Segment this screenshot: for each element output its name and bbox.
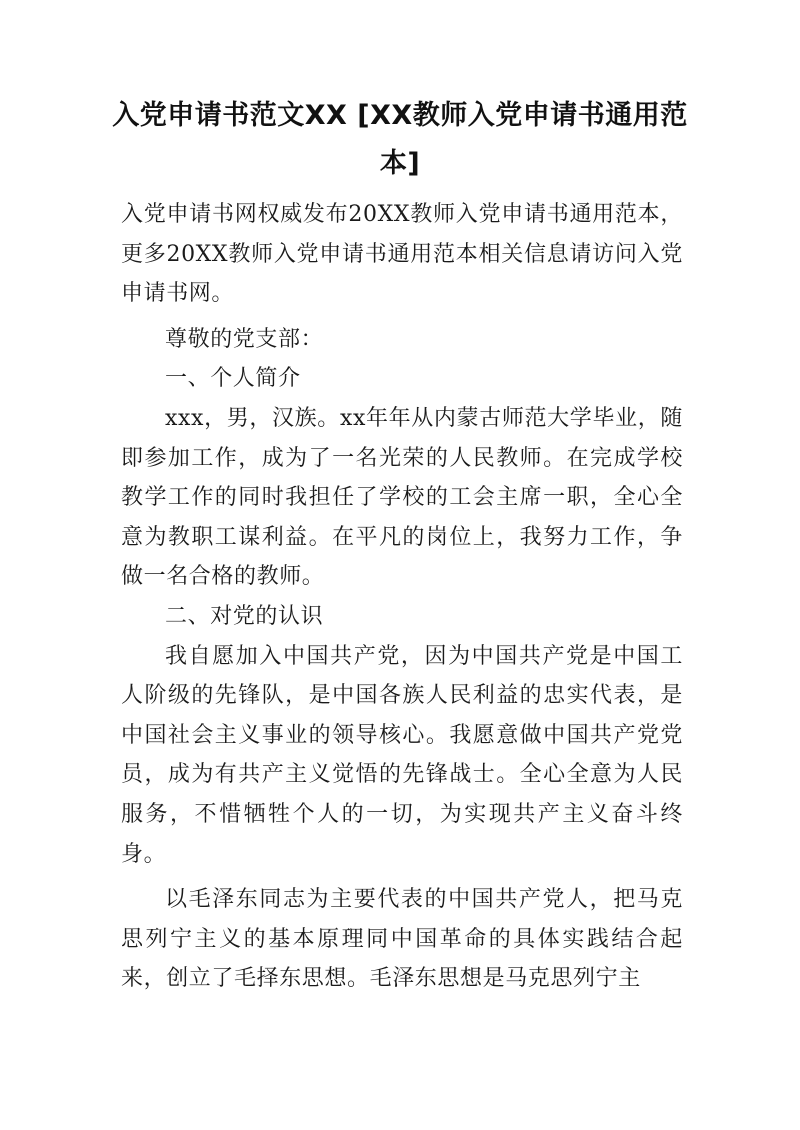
intro-paragraph: 入党申请书网权威发布20XX教师入党申请书通用范本，更多20XX教师入党申请书通用范本相关信息请访问入党申请书网。: [121, 202, 683, 307]
mao-thought-paragraph: 以毛泽东同志为主要代表的中国共产党人，把马克思列宁主义的基本原理同中国革命的具体实践结合起来，创立了毛择东思想。毛泽东思想是马克思列宁主: [121, 887, 683, 992]
section-heading-understanding: 二、对党的认识: [165, 603, 324, 629]
document-title: 入党申请书范文XX [XX教师入党申请书通用范本]: [112, 100, 688, 179]
section-heading-intro: 一、个人简介: [165, 366, 301, 392]
personal-intro-paragraph: xxx，男，汉族。xx年年从内蒙古师范大学毕业，随即参加工作，成为了一名光荣的人民教师。在完成学校教学工作的同时我担任了学校的工会主席一职，全心全意为教职工谋利益。在平凡的岗位上，我努力工作，争做一名合格的教师。: [121, 405, 683, 590]
party-understanding-paragraph: 我自愿加入中国共产党，因为中国共产党是中国工人阶级的先锋队，是中国各族人民利益的忠实代表，是中国社会主义事业的领导核心。我愿意做中国共产党党员，成为有共产主义觉悟的先锋战士。全心全意为人民服务，不惜牺牲个人的一切，为实现共产主义奋斗终身。: [121, 643, 683, 867]
document-body: [121, 195, 683, 999]
salutation: 尊敬的党支部：: [165, 326, 324, 352]
